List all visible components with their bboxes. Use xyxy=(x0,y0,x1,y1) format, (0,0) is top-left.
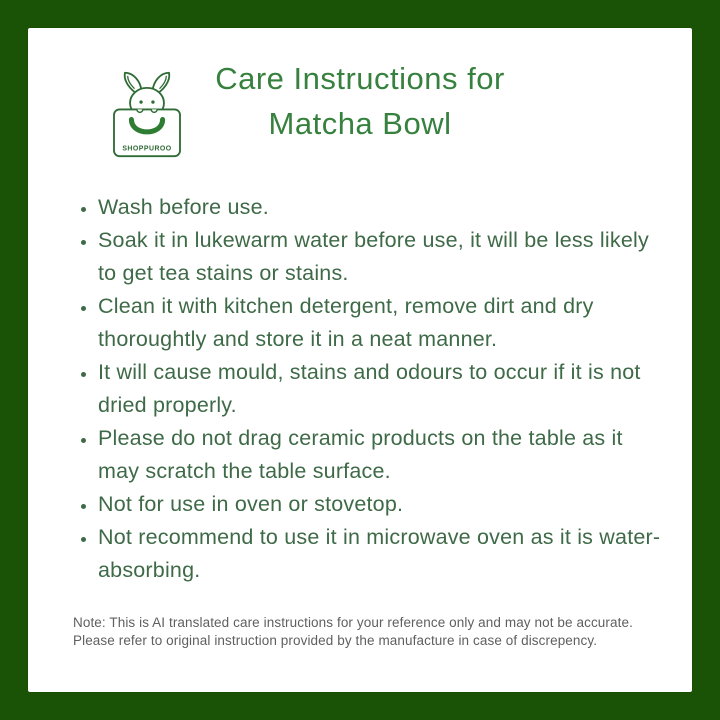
care-list xyxy=(96,191,670,587)
care-instructions-card xyxy=(28,28,692,692)
brand-name: SHOPPUROO xyxy=(122,145,172,153)
note-line-2: Please refer to original instruction provided by the manufacture in case of discrepency. xyxy=(73,633,598,648)
list-item: • Clean it with kitchen detergent, remove dirt and dry thoroughtly and store it in a neat manner. xyxy=(98,290,670,356)
list-item: • Soak it in lukewarm water before use, it will be less likely to get tea stains or stains. xyxy=(98,224,670,290)
list-item: • Not recommend to use it in microwave oven as it is water-absorbing. xyxy=(98,521,670,587)
list-item: • Not for use in oven or stovetop. xyxy=(98,488,670,521)
page-title xyxy=(28,56,692,146)
note-line-1: Note: This is AI translated care instructions for your reference only and may not be accurate. xyxy=(73,615,633,630)
title-line-2: Matcha Bowl xyxy=(268,106,452,141)
list-item: • Please do not drag ceramic products on the table as it may scratch the table surface. xyxy=(98,422,670,488)
list-item: • It will cause mould, stains and odours to occur if it is not dried properly. xyxy=(98,356,670,422)
title-line-1: Care Instructions for xyxy=(215,61,505,96)
list-item: • Wash before use. xyxy=(98,191,670,224)
disclaimer-note xyxy=(73,614,652,650)
